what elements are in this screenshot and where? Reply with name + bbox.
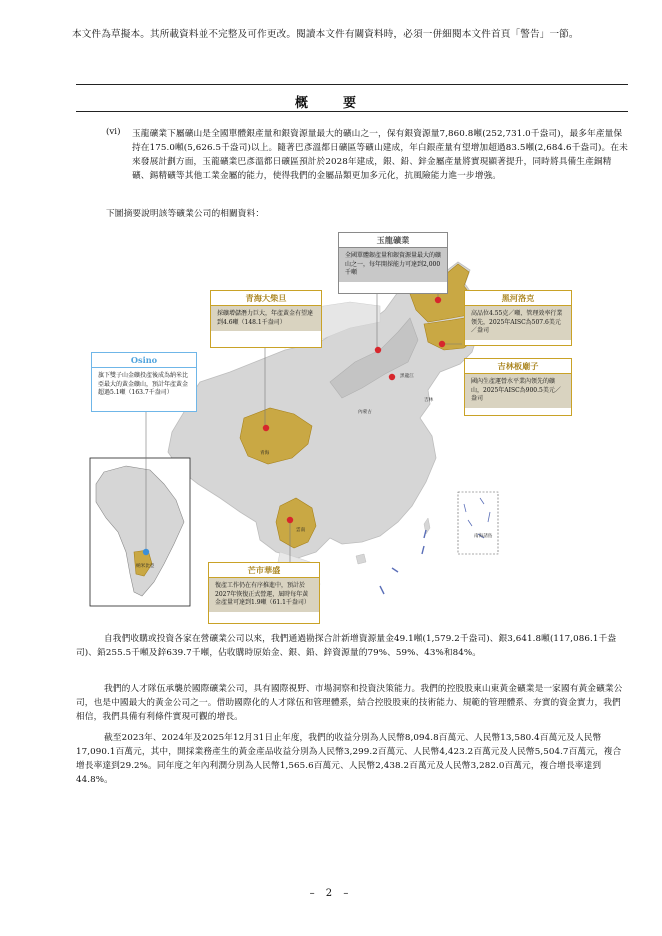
para-resources: 自我們收購或投資各家在營礦業公司以來，我們通過勘探合計新增資源量金49.1噸(1,579.2千盎司)、銀3,641.8噸(117,086.1千盎司)、鉛255.5千噸及鋅639.7千噸，佔收購時原始金、銀、鉛、鋅資源量的79%、59%、43%和84%。 [76,634,617,658]
item-number: (vi) [106,127,121,137]
callout-jilin [464,358,572,416]
callout-yulong-body: 全國單體銀產量和銀資源量最大的礦山之一，每年開採能力可達到2,000千噸 [339,248,447,282]
mangshi-pin [287,517,293,523]
callout-osino-body: 旗下雙子山金礦投產後成為納米比亞最大的黃金礦山，預計年產黃金超過5.1噸（163.7千盎司） [92,368,196,402]
label-namibia: 納米比亞 [136,564,155,569]
label-jilin: 吉林 [424,398,434,403]
map-intro: 下圖摘要說明該等礦業公司的相關資料： [106,209,265,219]
heihe-pin [435,297,441,303]
label-heilongjiang: 黑龍江 [400,374,414,379]
yulong-pin-2 [389,374,395,380]
callout-mangshi [208,562,320,624]
section-title: 概 要 [294,96,367,111]
label-yunnan: 雲南 [296,528,306,533]
hainan [356,554,366,564]
callout-yulong [338,232,448,294]
callout-osino-title: Osino [92,353,196,368]
draft-notice: 本文件為草擬本。其所載資料並不完整及可作更改。閱讀本文件有關資料時，必須一併細閱本文件首頁「警告」一節。 [72,29,579,40]
label-nanhai: 南海諸島 [474,534,493,539]
callout-yulong-title: 玉龍礦業 [339,233,447,248]
nanhai-inset-frame [458,492,498,554]
callout-jilin-title: 吉林板廟子 [465,359,571,374]
china-africa-map [80,222,580,632]
yulong-pin [375,347,381,353]
title-rule-top [76,84,628,85]
callout-qinghai-title: 青海大柴旦 [211,291,321,306]
qinghai-pin [263,425,269,431]
callout-jilin-body: 國內生產運營水平業內領先的礦山，2025年AISC為900.5美元／盎司 [465,374,571,408]
callout-heihe-body: 高品位4.55克／噸、管理效率行業領先，2025年AISC為507.6美元／盎司 [465,306,571,340]
jilin-pin [439,341,445,347]
para-revenue: 截至2023年、2024年及2025年12月31日止年度，我們的收益分別為人民幣8,094.8百萬元、人民幣13,580.4百萬元及人民幣17,090.1百萬元，其中，開採業務產生的黃金產品收益分別為人民幣3,299.2百萬元、人民幣4,423.2百萬元及人民幣5,504.7百萬元，複合增長率達到29.2%。同年度之年內利潤分別為人民幣1,565.6百萬元、人民幣2,438.2百萬元及人民幣3,282.0百萬元，複合增長率達到44.8%。 [76,733,622,785]
callout-heihe [464,290,572,346]
label-qinghai: 青海 [260,451,270,456]
callout-qinghai [210,290,322,348]
item-vi-text: 玉龍礦業下屬礦山是全國單體銀產量和銀資源量最大的礦山之一，保有銀資源量7,860.8噸(252,731.0千盎司)，最多年產量保持在175.0噸(5,626.5千盎司)以上。隨著巴彥溫都日礦區等礦山建成，年白銀產量有望增加超過83.5噸(2,684.6千盎司)。在未來發展計劃方面，玉龍礦業巴彥溫都日礦區預計於2028年建成，銀、鉛、鋅金屬產量將實現顯著提升，同時將具備生產銅精礦、錫精礦等其他工業金屬的能力，使得我們的金屬品類更加多元化，抗風險能力進一步增強。 [132,129,628,181]
title-rule-bottom [76,111,628,112]
label-neimenggu: 內蒙古 [358,410,372,415]
para-talent: 我們的人才隊伍承襲於國際礦業公司，具有國際視野、市場洞察和投資決策能力。我們的控股股東山東黃金礦業是一家國有黃金礦業公司，也是中國最大的黃金公司之一。借助國際化的人才隊伍和管理體系，結合控股股東的技術能力、規範的管理體系、夯實的資金實力，我們相信，我們具備有利條件實現可觀的增長。 [76,684,623,722]
page-number: – 2 – [309,888,353,899]
osino-pin [143,549,149,555]
callout-osino [91,352,197,412]
callout-mangshi-body: 復產工作仍在有序推進中，預計於2027年恢復正式營運，屆時每年黃金產量可達到1.9噸（61.1千盎司） [209,578,319,612]
nine-dash-line [380,530,426,594]
callout-qinghai-body: 採礦增儲潛力巨大，年產黃金有望達到4.6噸（148.1千盎司） [211,306,321,331]
callout-mangshi-title: 芒市華盛 [209,563,319,578]
callout-heihe-title: 黑河洛克 [465,291,571,306]
